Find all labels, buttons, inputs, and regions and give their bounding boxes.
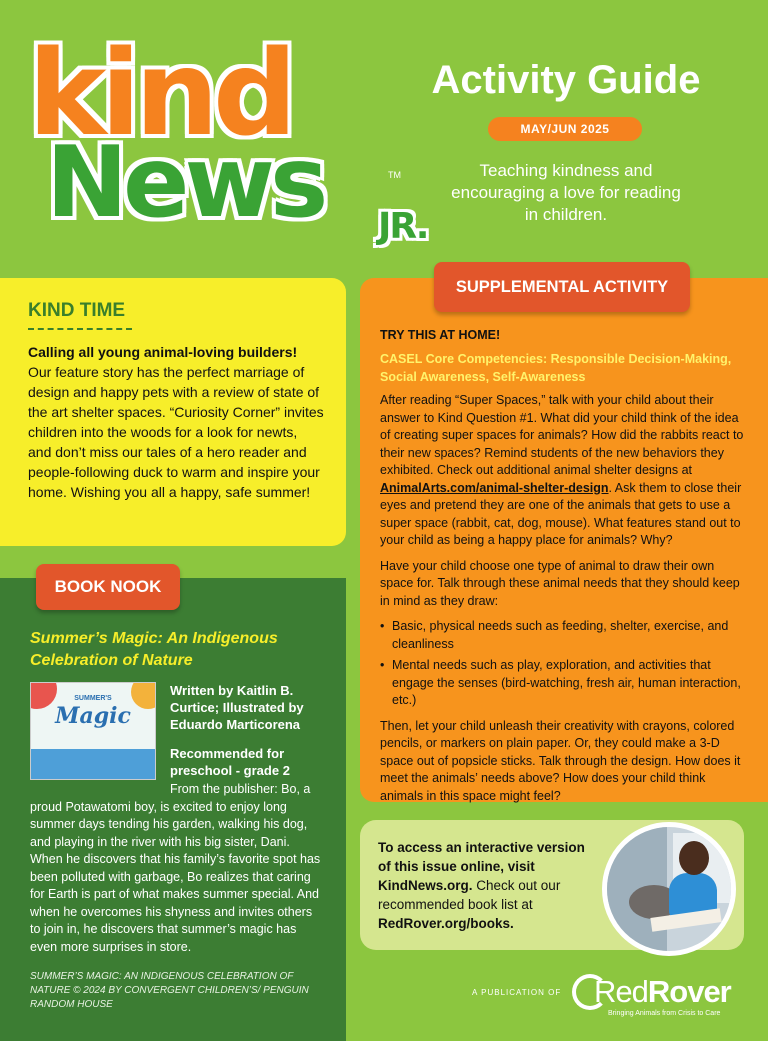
kind-news-jr-logo <box>28 24 428 254</box>
publication-label: A PUBLICATION OF <box>472 988 562 997</box>
kind-time-body: Our feature story has the perfect marriage of design and happy pets with a review of state of the art shelter spaces. “Curiosity Corner” invites children into the woods for a look for newts, and don’t miss our tales of a hero reader and people-following duck to warm and inspire your home. Wishing you all a happy, safe summer! <box>28 364 324 500</box>
book-nook-tab: BOOK NOOK <box>36 564 180 610</box>
kind-time-lead: Calling all young animal-loving builders! <box>28 344 298 360</box>
list-item: • Basic, physical needs such as feeding, shelter, exercise, and cleanliness <box>380 618 746 653</box>
activity-paragraph-3: Then, let your child unleash their creativity with crayons, colored pencils, or markers on plain paper. Or, they could make a 3-D space out of popsicle sticks. Talk through the design. How does it meet the animals’ needs above? How does your child think animals in this space might feel? <box>380 718 741 803</box>
activity-paragraph-1: After reading “Super Spaces,” talk with your child about their answer to Kind Question #1. What did your child think of the idea of creating super spaces for animals? How did the rabbits react to their new spaces? Remind students of the new behaviors they exhibited. Check out additional animal shelter designs at AnimalArts.com/animal-shelter-design. Ask them to close their eyes and pretend they are one of the animals that gets to use a super space (rabbit, cat, dog, mouse). What features stand out to your child as being a happy place for animals? Why? <box>380 393 744 547</box>
page-title: Activity Guide <box>431 58 701 102</box>
kindnews-link[interactable]: To access an interactive version of this issue online, visit KindNews.org. <box>378 840 585 893</box>
issue-date-badge: MAY/JUN 2025 <box>488 117 642 141</box>
dashed-divider <box>28 328 132 330</box>
book-nook-panel <box>0 578 346 1041</box>
tagline: Teaching kindness and encouraging a love for reading in children. <box>451 161 681 224</box>
supplemental-activity-tab: SUPPLEMENTAL ACTIVITY <box>434 262 690 312</box>
logo-jr: JR. <box>378 206 428 247</box>
animal-arts-link[interactable]: AnimalArts.com/animal-shelter-design <box>380 480 609 495</box>
list-item: • Mental needs such as play, exploration, and activities that engage the senses (bird-watching, fresh air, human interaction, etc.) <box>380 657 746 710</box>
book-cover-image <box>30 682 156 780</box>
logo-tm: TM <box>388 170 401 180</box>
needs-list <box>380 618 746 710</box>
book-description: From the publisher: Bo, a proud Potawatomi boy, is excited to enjoy long summer days tending his garden, walking his dog, and playing in the river with his big sister, Dani. When he discovers that his family’s favorite spot has been polluted with garbage, Bo realizes that caring for Earth is part of what makes summer special. And when he overcomes his shyness and invites others to join in, he discovers that summer’s magic has even more surprises in store. <box>30 782 321 954</box>
kind-time-panel <box>0 278 346 546</box>
book-author: Written by Kaitlin B. Curtice; Illustrated by Eduardo Marticorena <box>170 683 304 732</box>
cover-small-title: SUMMER'S <box>74 695 112 702</box>
online-access-text: To access an interactive version of this issue online, visit KindNews.org. Check out our recommended book list at RedRover.org/books. <box>378 840 585 931</box>
child-reading-photo <box>602 822 736 956</box>
book-recommendation: Recommended for preschool - grade 2 <box>170 746 290 778</box>
supplemental-activity-panel <box>360 278 768 802</box>
redrover-books-link[interactable]: RedRover.org/books. <box>378 916 514 931</box>
redrover-logo: RedRover Bringing Animals from Crisis to Care <box>572 972 742 1022</box>
kind-time-heading: KIND TIME <box>28 300 126 321</box>
cover-title: Magic <box>55 703 131 729</box>
logo-news: News <box>46 126 324 240</box>
book-credit: SUMMER’S MAGIC: AN INDIGENOUS CELEBRATION OF NATURE © 2024 BY CONVERGENT CHILDREN’S/ PENGUIN RANDOM HOUSE <box>30 971 309 1010</box>
casel-competencies: CASEL Core Competencies: Responsible Decision-Making, Social Awareness, Self-Awareness <box>380 352 732 384</box>
redrover-tagline: Bringing Animals from Crisis to Care <box>608 1010 721 1017</box>
logo-kind: kind <box>28 24 292 162</box>
try-this-heading: TRY THIS AT HOME! <box>380 328 501 342</box>
book-title: Summer’s Magic: An Indigenous Celebration of Nature <box>30 630 278 669</box>
activity-paragraph-2: Have your child choose one type of animal to draw their own space for. Talk through these animal needs that they should keep in mind as they draw: <box>380 558 740 608</box>
